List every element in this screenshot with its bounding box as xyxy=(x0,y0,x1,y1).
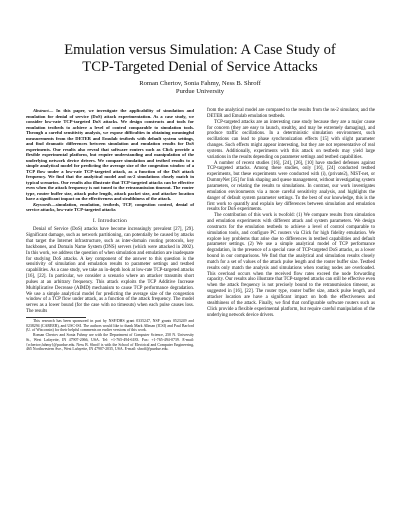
keywords-label: Keywords xyxy=(33,201,52,207)
author-names: Roman Chertov, Sonia Fahmy, Ness B. Shroff xyxy=(139,80,261,87)
paper-title xyxy=(0,42,400,76)
keywords-text: —simulation, emulation, testbeds, TCP, congestion control, denial of service attacks, low-rate TCP-targeted attacks xyxy=(26,201,194,212)
intro-paragraph: Denial of Service (DoS) attacks have become increasingly prevalent [27], [29]. Significant damage, such as network partitioning, can potentially be caused by attacks that target the Internet infrastructure, such as inter-domain routing protocols, key backbones, and Domain Name System (DNS) servers (which were attacked in 2002). In this work, we address the question of when simulation and emulation are inadequate for studying DoS attacks. A key component of the answer to this question is the sensitivity of simulation and emulation results to parameter settings and testbed capabilities. As a case study, we take an in-depth look at low-rate TCP-targeted attacks [16], [22]. In particular, we consider a scenario where an attacker transmits short pulses at an arbitrary frequency. This attack exploits the TCP Additive Increase Multiplicative Decrease (AIMD) mechanism to cause TCP performance degradation. We use a simple analytical model for predicting the average size of the congestion window of a TCP flow under attack, as a function of the attack frequency. The model serves as a lower bound (for the case with no timeouts) when each pulse causes loss. The results xyxy=(26,227,194,315)
left-column xyxy=(26,108,194,352)
right-column xyxy=(207,108,375,318)
body-paragraph: TCP-targeted attacks are an interesting case study because they are a major cause for concern (they are easy to launch, stealthy, and may be extremely damaging), and produce traffic oscillations. In a deterministic simulation environment, such oscillations can lead to phase synchronization effects [15] with slight parameter changes. Such effects might appear interesting, but they are not representative of real systems. Additionally, experiments with this attack on testbeds may yield large variations in the results depending on parameter settings and testbed capabilities. xyxy=(207,119,375,160)
title-line-2: TCP-Targeted Denial of Service Attacks xyxy=(82,59,318,75)
author-block xyxy=(0,80,400,97)
footnote-rule xyxy=(26,317,86,318)
footnote-affiliations: Roman Chertov and Sonia Fahmy are with the Department of Computer Science, 250 N. University St., West Lafayette, IN 47907-2066, USA. Tel: +1-765-494-6183. Fax: +1-765-494-0739. E-mail: {rchertov,fahmy}@purdue.edu. Ness B. Shroff is with the School of Electrical and Computer Engineering, 465 Northwestern Ave., West Lafayette, IN 47907-2035, USA. E-mail: shroff@purdue.edu. xyxy=(26,333,194,352)
body-paragraph: from the analytical model are compared to the results from the ns-2 simulator, and the DETER and Emulab emulation testbeds. xyxy=(207,108,375,119)
body-paragraph: The contribution of this work is twofold: (1) We compare results from simulation and emulation experiments with different attack and system parameters. We design constructs for the emulation testbeds to achieve a level of control comparable to simulation tools, and configure PC routers via Click for high fidelity emulation. We explore key problems that arise due to differences in testbed capabilities and default parameter settings. (2) We use a simple analytical model of TCP performance degradation, in the presence of a special case of TCP-targeted DoS attacks, as a lower bound in our comparisons. We find that the analytical and simulation results closely match for a set of values of the attack pulse length and the router buffer size. Testbed results only match the analysis and simulations when routing nodes are overloaded. This overload occurs when the received flow rates exceed the node forwarding capacity. Our results also illustrate that TCP-targeted attacks can still be effective even when the attack frequency is not precisely bound to the retransmission timeout, as suggested in [16], [22]. The router type, router buffer size, attack pulse length, and attacker location are have a significant impact on both the effectiveness and stealthiness of the attack. Finally, we find that configurable software routers such as Click provide a flexible experimental platform, but require careful manipulation of the underlying network device drivers. xyxy=(207,213,375,318)
footnote-funding: This research has been sponsored in part by NSF/DHS grant 0335247, NSF grants 0523249 and 0238294 (CAREER), and USC-ISI. The authors would like to thank Mark Allman (ICSI) and Paul Barford (U. of Wisconsin) for their helpful comments on earlier versions of this work. xyxy=(26,319,194,333)
body-paragraph: A number of recent studies [16], [24], [26], [10] have studied defenses against TCP-targeted attacks. Among these studies, only [16], [24] conducted testbed experiments, but these experiments were conducted with (i), (private2), NIST-net, or DummyNet [35] for link shaping and queue management, without investigating system parameters, or relating the results to simulations. In contrast, our work investigates emulation environments via a more careful sensitivity analysis, and highlights the danger of default system parameter settings. To the best of our knowledge, this is the first work to quantify and explain key differences between simulation and emulation results for DoS experiments. xyxy=(207,160,376,213)
title-line-1: Emulation versus Simulation: A Case Study of xyxy=(64,42,336,58)
author-affiliation: Purdue University xyxy=(175,88,225,96)
abstract-text: — In this paper, we investigate the applicability of simulation and emulation for denial of service (DoS) attack experimentation. As a case study, we consider low-rate TCP-targeted DoS attacks. We design constructs and tools for emulation testbeds to achieve a level of control comparable to simulation tools. Through a careful sensitivity analysis, we expose difficulties in obtaining meaningful measurements from the DETER and Emulab testbeds with default system settings, and find dramatic differences between simulation and emulation results for DoS experiments. Our results also reveal that software routers such as Click provide a flexible experimental platform, but require understanding and manipulation of the underlying network device drivers. We compare simulation and testbed results to a simple analytical model for predicting the average size of the congestion window of a TCP flow under a low-rate TCP-targeted attack, as a function of the DoS attack frequency. We find that the analytical model and ns-2 simulations closely match in typical scenarios. Our results also illustrate that TCP-targeted attacks can be effective even when the attack frequency is not tuned to the retransmission timeout. The router type, router buffer size, attack pulse length, attack packet size, and attacker location have a significant impact on the effectiveness and stealthiness of the attack. xyxy=(26,108,194,201)
abstract xyxy=(26,108,194,202)
section-heading-introduction: I. Introduction xyxy=(92,217,128,224)
keywords xyxy=(26,202,194,213)
abstract-label: Abstract xyxy=(33,108,49,113)
